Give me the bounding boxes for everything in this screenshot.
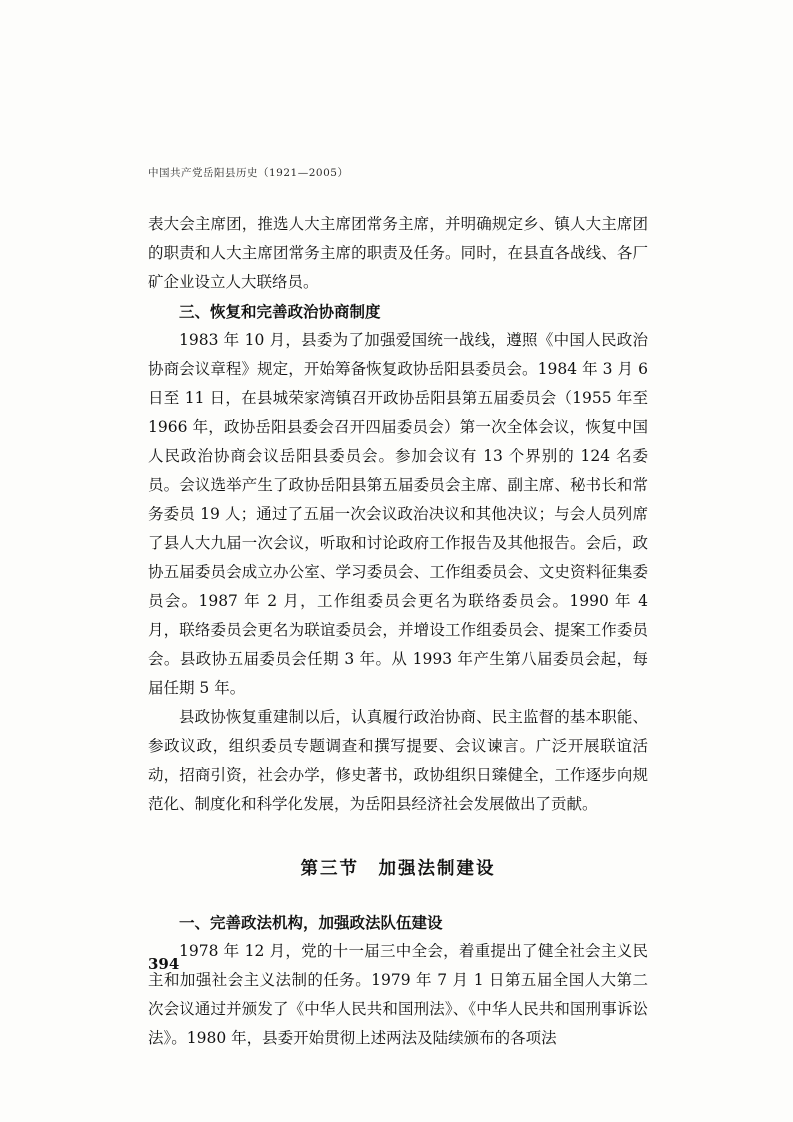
page-content [148, 165, 648, 1053]
body-paragraph: 1978 年 12 月，党的十一届三中全会，着重提出了健全社会主义民主和加强社会主义法制的任务。1979 年 7 月 1 日第五届全国人大第二次会议通过并颁发了《中华人民共和国刑法》、《中华人民共和国刑事诉讼法》。1980 年，县委开始贯彻上述两法及陆续颁布的各项法 [148, 942, 648, 1047]
page-number: 394 [148, 955, 180, 973]
subsection-heading: 三、恢复和完善政治协商制度 [179, 302, 381, 321]
body-paragraph: 1983 年 10 月，县委为了加强爱国统一战线，遵照《中国人民政治协商会议章程》规定，开始筹备恢复政协岳阳县委员会。1984 年 3 月 6 日至 11 日，在县城荣家湾镇召开政协岳阳县第五届委员会（1955 年至 1966 年，政协岳阳县委会召开四届委员会）第一次全体会议，恢复中国人民政治协商会议岳阳县委员会。参加会议有 13 个界别的 124 名委员。会议选举产生了政协岳阳县第五届委员会主席、副主席、秘书长和常务委员 19 人；通过了五届一次会议政治决议和其他决议；与会人员列席了县人大九届一次会议，听取和讨论政府工作报告及其他报告。会后，政协五届委员会成立办公室、学习委员会、工作组委员会、文史资料征集委员会。1987 年 2 月，工作组委员会更名为联络委员会。1990 年 4 月，联络委员会更名为联谊委员会，并增设工作组委员会、提案工作委员会。县政协五届委员会任期 3 年。从 1993 年产生第八届委员会起，每届任期 5 年。 [148, 331, 648, 697]
running-head: 中国共产党岳阳县历史（1921—2005） [148, 167, 349, 179]
body-paragraph: 表大会主席团，推选人大主席团常务主席，并明确规定乡、镇人大主席团的职责和人大主席团常务主席的职责及任务。同时，在县直各战线、各厂矿企业设立人大联络员。 [148, 215, 648, 291]
section-title: 第三节 加强法制建设 [300, 859, 496, 879]
subsection-heading: 一、完善政法机构，加强政法队伍建设 [179, 913, 443, 932]
body-paragraph: 县政协恢复重建制以后，认真履行政治协商、民主监督的基本职能、参政议政，组织委员专题调查和撰写提要、会议谏言。广泛开展联谊活动，招商引资，社会办学，修史著书，政协组织日臻健全，工作逐步向规范化、制度化和科学化发展，为岳阳县经济社会发展做出了贡献。 [148, 708, 648, 813]
